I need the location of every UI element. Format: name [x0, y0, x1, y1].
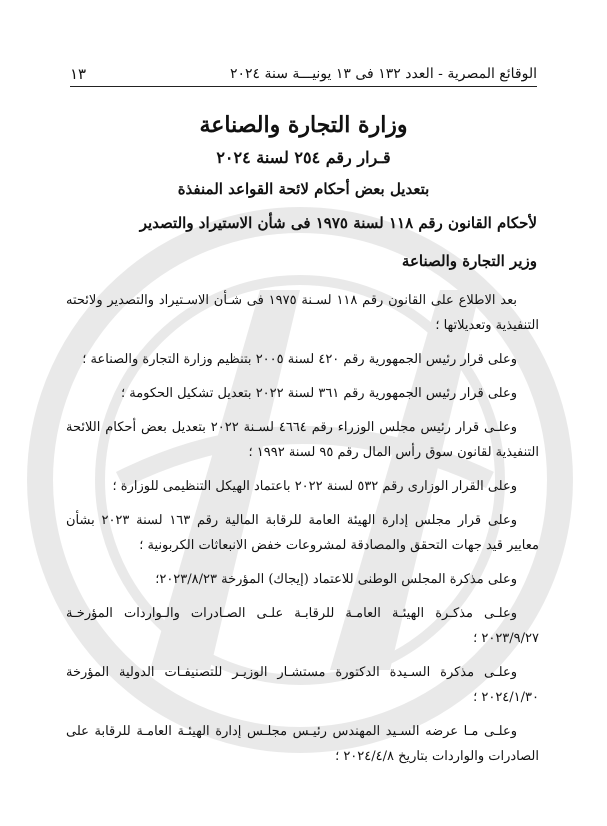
decree-subject: بتعديل بعض أحكام لائحة القواعد المنفذة — [177, 180, 430, 198]
paragraph: وعلـى مذكـرة الهيئـة العامـة للرقابـة علـى الصـادرات والـواردات المؤرخـة ٢٠٢٣/٩/٢٧ ؛ — [66, 606, 539, 646]
page-number: ١٣ — [70, 65, 87, 83]
paragraph: وعلى القرار الوزارى رقم ٥٣٢ لسنة ٢٠٢٢ باعتماد الهيكل التنظيمى للوزارة ؛ — [112, 479, 517, 494]
paragraph: وعلـى مـا عرضه السـيد المهندس رئيـس مجلـس إدارة الهيئـة العامـة للرقابة على الصادرات والواردات بتاريخ ٢٠٢٤/٤/٨ ؛ — [66, 724, 539, 764]
paragraph: وعلى مذكرة المجلس الوطنى للاعتماد (إيجاك) المؤرخة ٢٠٢٣/٨/٢٣؛ — [155, 572, 517, 587]
paragraph: وعلـى مذكرة السـيدة الدكتورة مستشـار الوزيـر للتصنيفـات الدولية المؤرخة ٢٠٢٤/١/٣٠ ؛ — [66, 665, 539, 705]
decree-number: قـرار رقم ٢٥٤ لسنة ٢٠٢٤ — [216, 148, 391, 167]
journal-issue-line: الوقائع المصرية - العدد ١٣٢ فى ١٣ يونيـــة سنة ٢٠٢٤ — [229, 66, 537, 82]
ministry-title: وزارة التجارة والصناعة — [199, 112, 408, 138]
paragraph: بعد الاطلاع على القانون رقم ١١٨ لسـنة ١٩٧٥ فى شـأن الاسـتيراد والتصدير ولائحته التنفيذية وتعديلاتها ؛ — [66, 293, 539, 333]
page-header — [70, 62, 537, 87]
paragraph: وعلى قرار رئيس الجمهورية رقم ٤٢٠ لسنة ٢٠٠٥ بتنظيم وزارة التجارة والصناعة ؛ — [82, 352, 517, 367]
paragraph: وعلى قرار مجلس إدارة الهيئة العامة للرقابة المالية رقم ١٦٣ لسنة ٢٠٢٣ بشأن معايير قيد جهات التحقق والمصادقة لمشروعات خفض الانبعاثات الكربونية ؛ — [66, 513, 539, 553]
decree-preamble: لأحكام القانون رقم ١١٨ لسنة ١٩٧٥ فى شأن الاستيراد والتصدير — [139, 214, 537, 232]
paragraph: وعلـى قرار رئيس مجلس الوزراء رقم ٤٦٦٤ لسـنة ٢٠٢٢ بتعديل بعض أحكام اللائحة التنفيذية لقانون سوق رأس المال رقم ٩٥ لسنة ١٩٩٢ ؛ — [66, 420, 539, 460]
paragraph: وعلى قرار رئيس الجمهورية رقم ٣٦١ لسنة ٢٠٢٢ بتعديل تشكيل الحكومة ؛ — [120, 386, 517, 401]
decree-body — [66, 288, 539, 778]
issuer-title: وزير التجارة والصناعة — [401, 252, 537, 270]
